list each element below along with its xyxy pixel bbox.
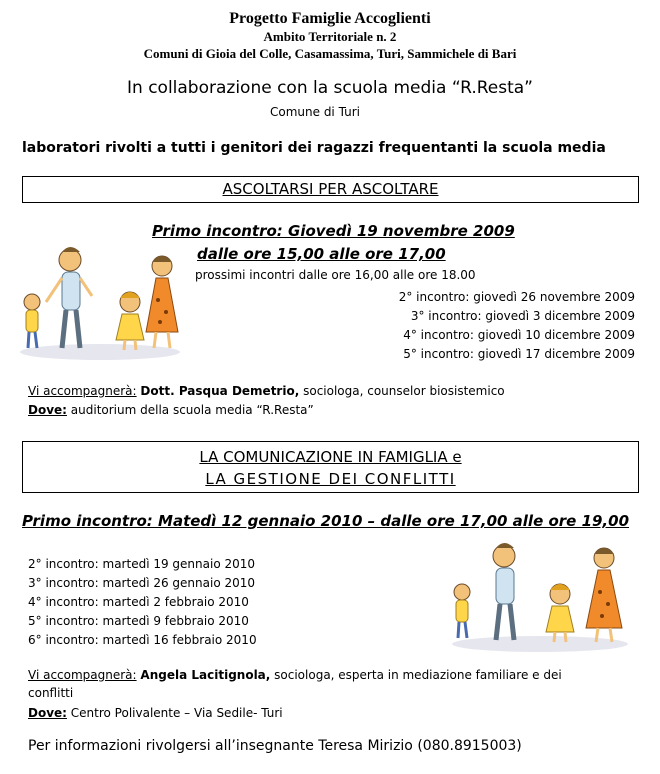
section1-next-info: prossimi incontri dalle ore 16,00 alle ore 18.00 [195,268,476,282]
list-item: 2° incontro: martedì 19 gennaio 2010 [28,557,256,571]
intro-line: laboratori rivolti a tutti i genitori dei ragazzi frequentanti la scuola media [22,140,606,156]
guide-name: Angela Lacitignola, [140,668,271,682]
where-label: Dove: [28,706,67,720]
where-value: Centro Polivalente – Via Sedile- Turi [66,706,283,720]
section1-where [28,403,314,417]
section2-first-meeting: Primo incontro: Matedì 12 gennaio 2010 – dalle ore 17,00 alle ore 19,00 [22,512,630,530]
list-item: 2° incontro: giovedì 26 novembre 2009 [398,290,635,304]
list-item: 4° incontro: giovedì 10 dicembre 2009 [403,328,635,342]
section2-title-line1: LA COMUNICAZIONE IN FAMIGLIA e [199,448,462,466]
section1-guide [28,384,505,398]
comune-line: Comune di Turi [270,105,360,119]
section1-schedule [365,288,635,364]
section1-title-box [22,176,639,203]
collab-line: In collaborazione con la scuola media “R.Resta” [127,78,533,98]
list-item: 5° incontro: giovedì 17 dicembre 2009 [403,347,635,361]
where-label: Dove: [28,403,67,417]
ambito-line: Ambito Territoriale n. 2 [263,29,397,44]
list-item: 3° incontro: martedì 26 gennaio 2010 [28,576,256,590]
section1-title: ASCOLTARSI PER ASCOLTARE [222,180,439,198]
list-item: 3° incontro: giovedì 3 dicembre 2009 [410,309,635,323]
guide-name: Dott. Pasqua Demetrio, [140,384,300,398]
guide-role: sociologa, esperta in mediazione familiare e dei [270,668,562,682]
section2-guide-cont: conflitti [28,686,74,700]
section2-guide [28,668,632,682]
where-value: auditorium della scuola media “R.Resta” [66,403,314,417]
section2-schedule [28,555,257,650]
section2-title-line2: LA GESTIONE DEI CONFLITTI [205,470,456,488]
comuni-line: Comuni di Gioia del Colle, Casamassima, Turi, Sammichele di Bari [143,46,517,61]
family-illustration [440,540,640,655]
list-item: 4° incontro: martedì 2 febbraio 2010 [28,595,249,609]
project-title: Progetto Famiglie Accoglienti [229,10,431,27]
guide-label: Vi accompagnerà: [28,668,137,682]
guide-role: sociologa, counselor biosistemico [299,384,505,398]
footer-info: Per informazioni rivolgersi all’insegnante Teresa Mirizio (080.8915003) [28,738,522,754]
section2-where [28,706,283,720]
section1-first-time: dalle ore 15,00 alle ore 17,00 [197,245,446,263]
list-item: 6° incontro: martedì 16 febbraio 2010 [28,633,257,647]
list-item: 5° incontro: martedì 9 febbraio 2010 [28,614,249,628]
guide-label: Vi accompagnerà: [28,384,137,398]
family-illustration [10,240,190,365]
section1-first-meeting: Primo incontro: Giovedì 19 novembre 2009 [152,222,515,240]
section2-title-box [22,441,639,493]
